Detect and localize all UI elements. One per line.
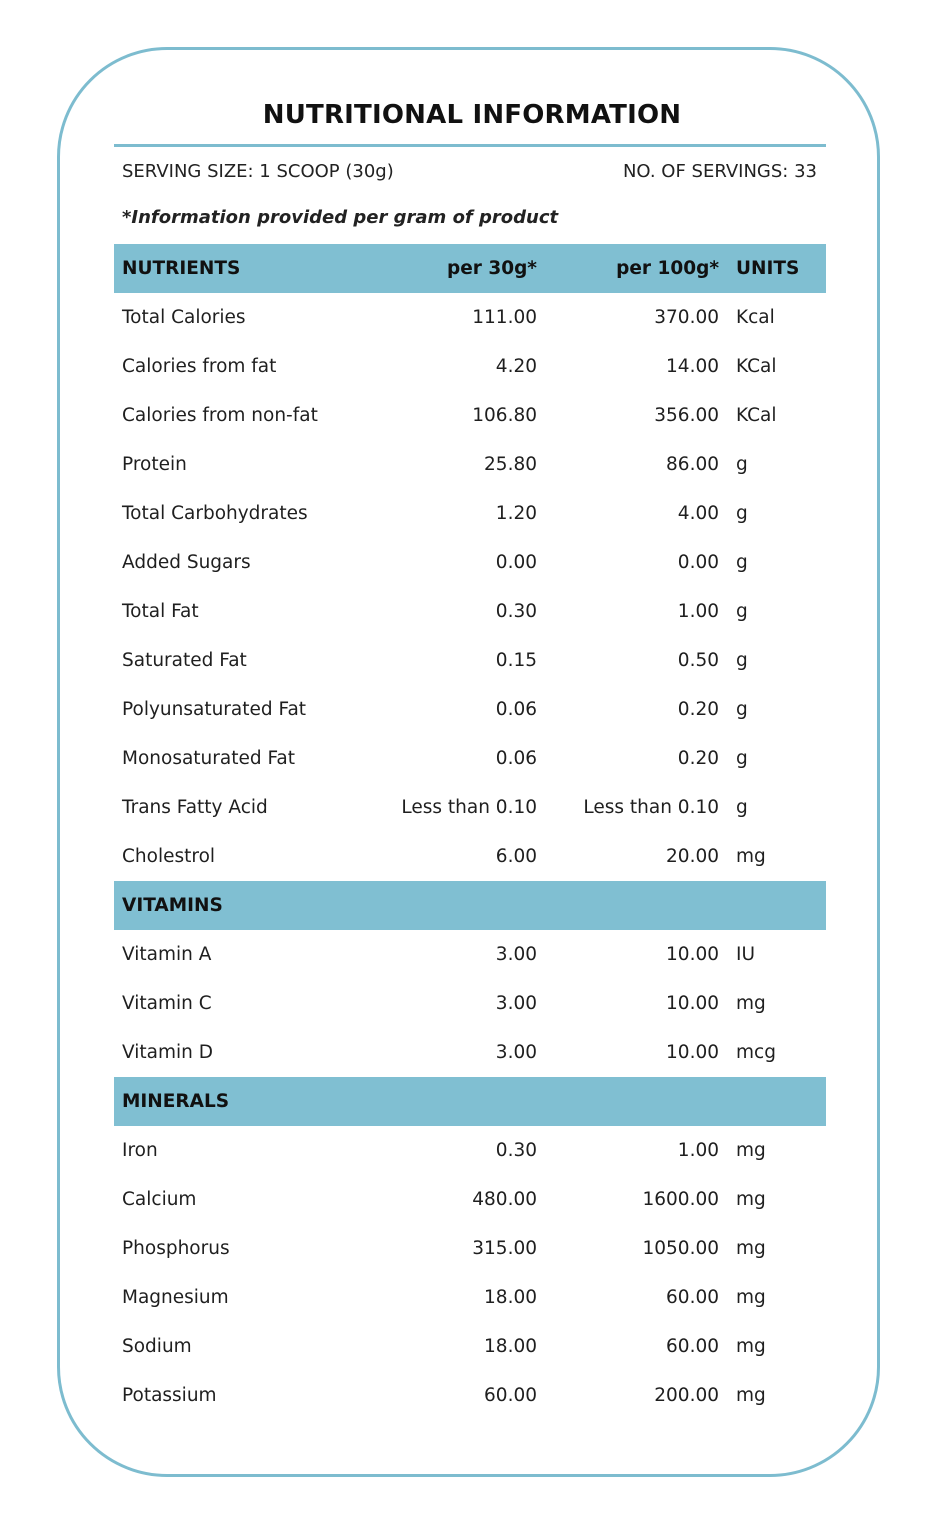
per30-value: 25.80	[484, 454, 537, 475]
per30-value: 111.00	[472, 307, 537, 328]
table-row	[114, 342, 826, 391]
per100-value: 10.00	[666, 1042, 719, 1063]
nutrient-name: Calories from fat	[122, 356, 277, 377]
unit-value: mg	[736, 993, 766, 1014]
table-row	[114, 489, 826, 538]
unit-value: mg	[736, 846, 766, 867]
unit-value: IU	[736, 944, 755, 965]
per30-value: 6.00	[495, 846, 537, 867]
per100-value: 14.00	[666, 356, 719, 377]
table-row	[114, 1028, 826, 1077]
unit-value: g	[736, 797, 748, 818]
per30-value: Less than 0.10	[401, 797, 537, 818]
unit-value: g	[736, 699, 748, 720]
per100-value: 60.00	[666, 1287, 719, 1308]
per30-value: 0.15	[495, 650, 537, 671]
serving-size: SERVING SIZE: 1 SCOOP (30g)	[122, 161, 394, 182]
per30-value: 1.20	[495, 503, 537, 524]
table-row	[114, 734, 826, 783]
unit-value: g	[736, 552, 748, 573]
nutrients-section	[114, 293, 826, 881]
nutrient-name: Monosaturated Fat	[122, 748, 296, 769]
per30-value: 315.00	[472, 1238, 537, 1259]
per100-value: 60.00	[666, 1336, 719, 1357]
per100-value: 356.00	[654, 405, 719, 426]
nutrient-name: Vitamin C	[122, 993, 212, 1014]
nutrient-name: Saturated Fat	[122, 650, 247, 671]
table-row	[114, 979, 826, 1028]
unit-value: mg	[736, 1287, 766, 1308]
page-title: NUTRITIONAL INFORMATION	[262, 100, 682, 130]
header-per30: per 30g*	[446, 258, 537, 279]
unit-value: g	[736, 748, 748, 769]
per100-value: 0.20	[677, 748, 719, 769]
unit-value: KCal	[736, 405, 777, 426]
nutrient-name: Added Sugars	[122, 552, 251, 573]
per100-value: 1050.00	[642, 1238, 719, 1259]
per30-value: 18.00	[484, 1336, 537, 1357]
per100-value: 200.00	[654, 1385, 719, 1406]
per30-value: 0.00	[495, 552, 537, 573]
nutrient-name: Total Calories	[122, 307, 246, 328]
per30-value: 480.00	[472, 1189, 537, 1210]
table-row	[114, 1224, 826, 1273]
unit-value: g	[736, 454, 748, 475]
per100-value: 20.00	[666, 846, 719, 867]
unit-value: mg	[736, 1189, 766, 1210]
table-row	[114, 832, 826, 881]
nutrient-name: Protein	[122, 454, 187, 475]
per30-value: 0.30	[495, 601, 537, 622]
per100-value: 1600.00	[642, 1189, 719, 1210]
table-row	[114, 440, 826, 489]
per30-value: 0.06	[495, 748, 537, 769]
vitamins-section	[114, 930, 826, 1077]
nutrient-name: Polyunsaturated Fat	[122, 699, 307, 720]
nutrient-name: Trans Fatty Acid	[122, 797, 268, 818]
per30-value: 3.00	[495, 944, 537, 965]
unit-value: g	[736, 601, 748, 622]
table-row	[114, 1371, 826, 1420]
per100-value: 86.00	[666, 454, 719, 475]
vitamins-header-row	[114, 881, 826, 930]
per30-value: 3.00	[495, 1042, 537, 1063]
table-row	[114, 1175, 826, 1224]
nutrient-name: Vitamin D	[122, 1042, 213, 1063]
per100-value: Less than 0.10	[583, 797, 719, 818]
unit-value: mcg	[736, 1042, 776, 1063]
header-units: UNITS	[736, 258, 800, 279]
per100-value: 0.50	[677, 650, 719, 671]
nutrient-name: Calories from non-fat	[122, 405, 318, 426]
title-divider	[114, 144, 826, 147]
table-row	[114, 391, 826, 440]
nutrient-name: Total Fat	[122, 601, 199, 622]
table-row	[114, 293, 826, 342]
per100-value: 370.00	[654, 307, 719, 328]
nutrient-name: Sodium	[122, 1336, 192, 1357]
per100-value: 10.00	[666, 944, 719, 965]
table-row	[114, 930, 826, 979]
table-row	[114, 636, 826, 685]
per30-value: 0.06	[495, 699, 537, 720]
nutrient-name: Calcium	[122, 1189, 197, 1210]
table-row	[114, 587, 826, 636]
minerals-header-row	[114, 1077, 826, 1126]
table-row	[114, 1273, 826, 1322]
table-row	[114, 1126, 826, 1175]
nutrient-name: Total Carbohydrates	[122, 503, 308, 524]
per30-value: 3.00	[495, 993, 537, 1014]
nutrition-table	[114, 244, 826, 1420]
nutrient-name: Vitamin A	[122, 944, 212, 965]
per30-value: 4.20	[495, 356, 537, 377]
nutrient-name: Magnesium	[122, 1287, 229, 1308]
unit-value: mg	[736, 1336, 766, 1357]
nutrient-name: Potassium	[122, 1385, 217, 1406]
per100-value: 0.20	[677, 699, 719, 720]
nutrient-name: Cholestrol	[122, 846, 216, 867]
unit-value: KCal	[736, 356, 777, 377]
unit-value: mg	[736, 1385, 766, 1406]
minerals-section	[114, 1126, 826, 1420]
servings-count: NO. OF SERVINGS: 33	[622, 161, 817, 182]
header-per100: per 100g*	[616, 258, 719, 279]
unit-value: mg	[736, 1238, 766, 1259]
info-note: *Information provided per gram of product	[122, 207, 559, 228]
unit-value: g	[736, 650, 748, 671]
header-nutrients: NUTRIENTS	[122, 258, 241, 279]
per100-value: 4.00	[677, 503, 719, 524]
table-header-row	[114, 244, 826, 293]
unit-value: g	[736, 503, 748, 524]
table-row	[114, 538, 826, 587]
unit-value: mg	[736, 1140, 766, 1161]
unit-value: Kcal	[736, 307, 775, 328]
per30-value: 0.30	[495, 1140, 537, 1161]
per30-value: 106.80	[472, 405, 537, 426]
table-row	[114, 685, 826, 734]
per100-value: 0.00	[677, 552, 719, 573]
table-row	[114, 1322, 826, 1371]
per30-value: 60.00	[484, 1385, 537, 1406]
nutrient-name: Iron	[122, 1140, 158, 1161]
per100-value: 10.00	[666, 993, 719, 1014]
per30-value: 18.00	[484, 1287, 537, 1308]
per100-value: 1.00	[677, 1140, 719, 1161]
vitamins-header: VITAMINS	[122, 895, 223, 916]
nutrient-name: Phosphorus	[122, 1238, 230, 1259]
per100-value: 1.00	[677, 601, 719, 622]
table-row	[114, 783, 826, 832]
minerals-header: MINERALS	[122, 1091, 230, 1112]
